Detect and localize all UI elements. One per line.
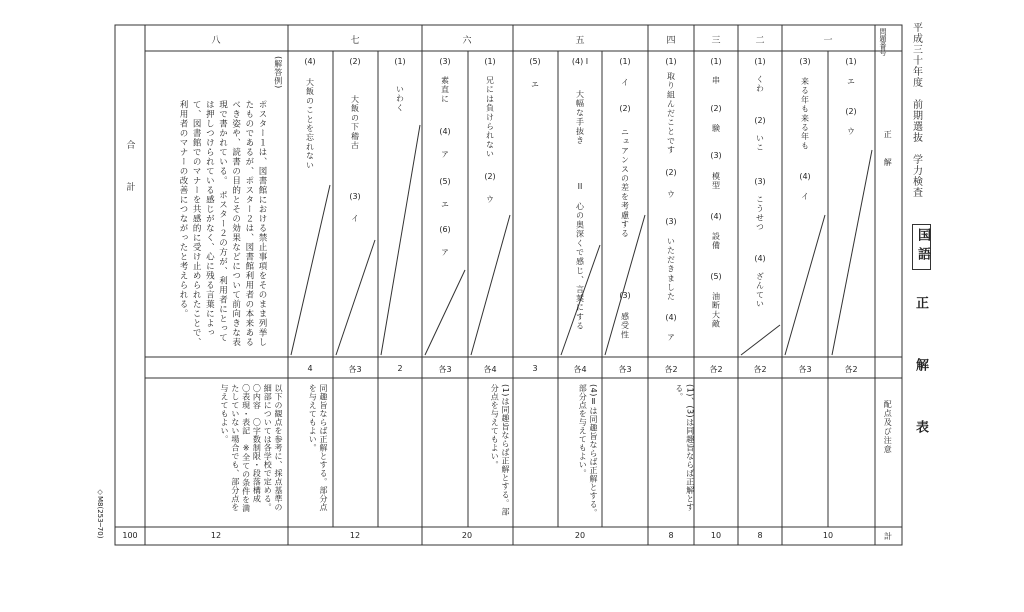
- subject-label: 国語: [912, 224, 931, 270]
- roku-6-num: (6): [439, 225, 451, 234]
- san-5-num: (5): [710, 272, 722, 281]
- roku-4-answer: ア: [440, 150, 450, 160]
- total-row-label: 計: [884, 532, 892, 541]
- note-go: (4)Ⅱは同趣旨ならば正解とする。部分点を与えてもよい。: [578, 384, 598, 517]
- nana-3-num: (3): [349, 192, 361, 201]
- total-hachi: 12: [210, 531, 222, 540]
- total-go: 20: [574, 531, 586, 540]
- san-3-answer: 模型: [711, 172, 721, 191]
- ni-2-num: (2): [754, 116, 766, 125]
- yon-2-num: (2): [665, 168, 677, 177]
- pts-ichi-b: 各3: [798, 365, 812, 374]
- san-2-answer: 験: [711, 124, 721, 134]
- go-2-answer: ニュアンスの差を考慮する: [620, 128, 630, 239]
- roku-3-answer: 素直に: [440, 76, 450, 104]
- go-4-answer-2: 心の奥深くで感じ、言葉にする: [575, 202, 585, 331]
- grand-total-label: 合 計: [124, 140, 135, 203]
- pts-go-b: 各4: [573, 365, 587, 374]
- header-hachi: 八: [211, 36, 221, 46]
- ni-1-answer: くわ: [755, 75, 765, 94]
- ni-4-num: (4): [754, 254, 766, 263]
- go-4-num: (4) I: [571, 57, 589, 66]
- ni-4-answer: ざんてい: [755, 272, 765, 309]
- yon-2-answer: ウ: [666, 190, 676, 200]
- go-5-answer: エ: [530, 80, 540, 90]
- notes-row-label: 配点及び注意: [883, 400, 893, 454]
- ichi-3-answer: 来る年も来る年も: [800, 77, 810, 151]
- note-nana: 同趣旨ならば正解とする。部分点を与えてもよい。: [308, 384, 328, 512]
- roku-2-num: (2): [484, 172, 496, 181]
- pts-nana-b: 各3: [348, 365, 362, 374]
- header-go: 五: [575, 36, 585, 46]
- ichi-4-num: (4): [799, 172, 811, 181]
- header-nana: 七: [350, 36, 360, 46]
- ichi-1-num: (1): [845, 57, 857, 66]
- header-roku: 六: [462, 36, 472, 46]
- header-yon: 四: [666, 36, 676, 46]
- san-4-num: (4): [710, 212, 722, 221]
- ichi-3-num: (3): [799, 57, 811, 66]
- total-nana: 12: [349, 531, 361, 540]
- ichi-4-answer: イ: [800, 192, 810, 202]
- doc-year-title: 平成三十年度 前期選抜 学力検査: [910, 22, 922, 198]
- header-san: 三: [711, 36, 721, 46]
- header-ichi: 一: [823, 36, 833, 46]
- total-san: 10: [710, 531, 722, 540]
- go-1-answer: イ: [620, 78, 630, 88]
- nana-4-num: (4): [304, 57, 316, 66]
- total-roku: 20: [461, 531, 473, 540]
- roku-4-num: (4): [439, 127, 451, 136]
- pts-go-c: 3: [532, 364, 538, 373]
- roku-6-answer: ア: [440, 248, 450, 258]
- pts-nana-c: 4: [307, 364, 313, 373]
- ni-2-answer: いこ: [755, 134, 765, 153]
- pts-ichi-a: 各2: [844, 365, 858, 374]
- ni-1-num: (1): [754, 57, 766, 66]
- pts-roku-b: 各3: [438, 365, 452, 374]
- total-yon: 8: [668, 531, 674, 540]
- yon-1-num: (1): [665, 57, 677, 66]
- hachi-answer-text: ポスター１は、図書館における禁止事項をそのまま列挙したものであるが、ポスター２は、図書館利用者の本来あるべき姿や、読書の目的とその効果などについて前向きな表現で書かれている。 ポスター２の方が、利用者にとっては押しつけられている感じがなく、心に残る言葉によって、図書館でのマナーを共感的に受け止められたことで、利用者のマナーの改善につながったと考えられる。: [177, 100, 267, 347]
- ichi-2-num: (2): [845, 107, 857, 116]
- pts-ni: 各2: [753, 365, 767, 374]
- note-yon: (1)、(3)は同趣旨ならば正解とする。: [674, 384, 695, 512]
- pts-roku-a: 各4: [483, 365, 497, 374]
- yon-1-answer: 取り組んだことです: [666, 72, 676, 155]
- go-4-num-2: II: [577, 182, 583, 191]
- total-ichi: 10: [822, 531, 834, 540]
- question-no-label: 問題番号: [879, 28, 888, 56]
- go-1-num: (1): [619, 57, 631, 66]
- total-ni: 8: [757, 531, 763, 540]
- roku-1-answer: 兄には負けられない: [485, 76, 495, 159]
- pts-yon: 各2: [664, 365, 678, 374]
- nana-2-num: (2): [349, 57, 361, 66]
- go-5-num: (5): [529, 57, 541, 66]
- ni-3-answer: こうせつ: [755, 195, 765, 232]
- nana-1-num: (1): [394, 57, 406, 66]
- roku-2-answer: ウ: [485, 195, 495, 205]
- roku-1-num: (1): [484, 57, 496, 66]
- yon-4-answer: ア: [666, 333, 676, 343]
- nana-4-answer: 大飯のことを忘れない: [305, 78, 315, 170]
- pts-go-a: 各3: [618, 365, 632, 374]
- san-4-answer: 設備: [711, 232, 721, 251]
- yon-3-num: (3): [665, 217, 677, 226]
- ni-3-num: (3): [754, 177, 766, 186]
- san-3-num: (3): [710, 151, 722, 160]
- roku-5-num: (5): [439, 177, 451, 186]
- go-3-num: (3): [619, 291, 631, 300]
- grand-total-value: 100: [122, 531, 138, 540]
- pts-san: 各2: [709, 365, 723, 374]
- yon-4-num: (4): [665, 313, 677, 322]
- pts-nana-a: 2: [397, 364, 403, 373]
- nana-2-answer: 大飯の下稽古: [350, 95, 360, 151]
- san-5-answer: 油断大敵: [711, 292, 721, 329]
- header-ni: 二: [755, 36, 765, 46]
- go-3-answer: 感受性: [620, 312, 630, 340]
- nana-3-answer: イ: [350, 214, 360, 224]
- note-roku: (1)は同趣旨ならば正解とする。部分点を与えてもよい。: [490, 384, 510, 516]
- roku-5-answer: エ: [440, 200, 450, 210]
- answer-row-label: 正 解: [883, 130, 893, 172]
- yon-3-answer: いただきました: [666, 237, 676, 302]
- hachi-label: (解答例): [273, 56, 283, 89]
- ichi-1-answer: エ: [846, 77, 856, 87]
- san-2-num: (2): [710, 104, 722, 113]
- doc-title: 正 解 表: [912, 296, 928, 451]
- nana-1-answer: いわく: [395, 85, 405, 113]
- go-2-num: (2): [619, 104, 631, 113]
- ichi-2-answer: ウ: [846, 127, 856, 137]
- san-1-answer: 串: [711, 76, 721, 86]
- roku-3-num: (3): [439, 57, 451, 66]
- go-4-answer-1: 大幅な手抜き: [575, 90, 585, 146]
- san-1-num: (1): [710, 57, 722, 66]
- footer-code: ◇M8(253─70): [96, 488, 105, 539]
- note-hachi: 以下の観点を参考に、採点基準の細部については各学校で定める。〇内容 〇字数制限・段落構成 〇表現・表記 ※全ての条件を満たしていない場合でも、部分点を与えてもよい。: [220, 384, 283, 513]
